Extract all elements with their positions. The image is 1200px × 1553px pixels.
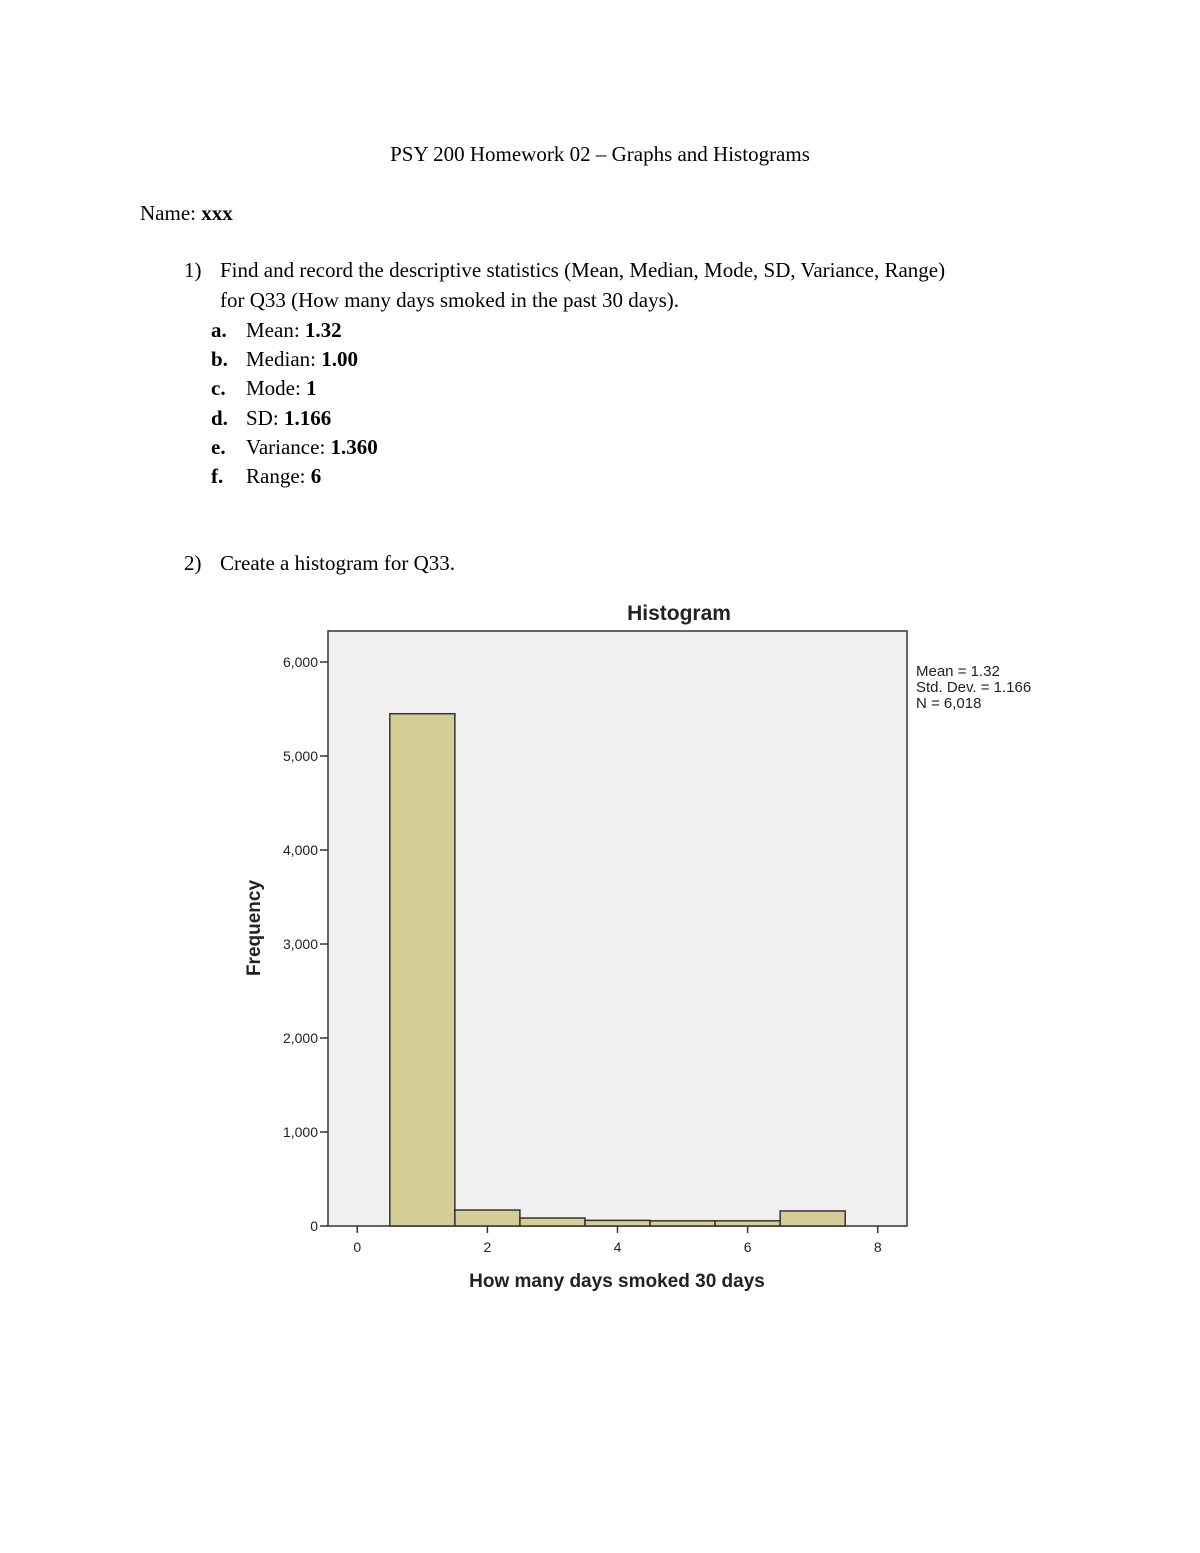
stat-item-letter: c. — [211, 376, 226, 400]
chart-title: Histogram — [627, 602, 731, 625]
histogram-chart — [230, 590, 1060, 1310]
question-1-text-line1: Find and record the descriptive statistics (Mean, Median, Mode, SD, Variance, Range) — [220, 258, 946, 282]
y-tick-label: 6,000 — [282, 654, 318, 671]
stat-item-label: Mode: — [246, 376, 301, 400]
name-label: Name: — [140, 201, 196, 225]
question-1-number: 1) — [184, 258, 202, 282]
stat-item-mode — [211, 376, 317, 401]
question-2 — [184, 551, 455, 576]
stat-item-range — [211, 464, 321, 489]
x-tick-label: 0 — [353, 1239, 362, 1255]
y-tick-label: 3,000 — [282, 936, 318, 953]
x-axis — [353, 1226, 881, 1255]
stat-item-value: 1 — [306, 376, 317, 400]
stats-legend — [916, 663, 1031, 712]
stat-item-median — [211, 347, 358, 372]
histogram-bar-2 — [455, 1210, 520, 1226]
x-axis-label: How many days smoked 30 days — [469, 1271, 765, 1292]
stat-item-value: 1.32 — [304, 318, 342, 342]
histogram-bar-5 — [650, 1221, 715, 1226]
stat-item-letter: e. — [211, 435, 226, 459]
name-line — [140, 201, 233, 226]
y-axis-label: Frequency — [244, 879, 265, 977]
stat-item-label: Variance: — [246, 435, 326, 459]
stat-item-value: 6 — [310, 464, 322, 488]
stat-item-letter: a. — [211, 318, 227, 342]
stat-item-sd — [211, 406, 331, 431]
histogram-bar-4 — [585, 1220, 650, 1226]
x-tick-label: 6 — [743, 1239, 752, 1255]
stat-item-value: 1.166 — [283, 406, 332, 430]
y-tick-label: 5,000 — [282, 748, 318, 765]
x-tick-label: 2 — [483, 1239, 492, 1255]
stat-item-letter: d. — [211, 406, 228, 430]
question-1 — [184, 258, 945, 283]
y-tick-label: 1,000 — [282, 1124, 318, 1141]
histogram-bar-7 — [780, 1211, 845, 1226]
question-1-text-line2: for Q33 (How many days smoked in the past 30 days). — [220, 288, 680, 312]
question-2-number: 2) — [184, 551, 202, 575]
histogram-bar-3 — [520, 1218, 585, 1226]
name-value: xxx — [201, 201, 233, 225]
x-tick-label: 8 — [873, 1239, 882, 1255]
stat-item-label: SD: — [246, 406, 279, 430]
y-axis — [283, 654, 328, 1234]
stats-legend-n: N = 6,018 — [916, 695, 982, 712]
stat-item-value: 1.00 — [321, 347, 358, 371]
stat-item-letter: b. — [211, 347, 228, 371]
stat-item-mean — [211, 318, 342, 343]
document-title: PSY 200 Homework 02 – Graphs and Histograms — [390, 142, 810, 166]
question-2-text: Create a histogram for Q33. — [220, 551, 456, 575]
stat-item-letter: f. — [211, 464, 224, 488]
y-tick-label: 2,000 — [282, 1030, 318, 1047]
stat-item-label: Range: — [246, 464, 306, 488]
y-tick-label: 0 — [310, 1218, 318, 1234]
y-tick-label: 4,000 — [282, 842, 318, 859]
stats-legend-mean: Mean = 1.32 — [916, 663, 1000, 680]
histogram-bar-6 — [715, 1221, 780, 1226]
stat-item-label: Median: — [246, 347, 316, 371]
stat-item-variance — [211, 435, 378, 460]
stat-item-value: 1.360 — [330, 435, 378, 459]
stats-legend-sd: Std. Dev. = 1.166 — [916, 679, 1032, 696]
histogram-bar-1 — [390, 714, 455, 1226]
x-tick-label: 4 — [613, 1239, 622, 1255]
stat-item-label: Mean: — [246, 318, 300, 342]
